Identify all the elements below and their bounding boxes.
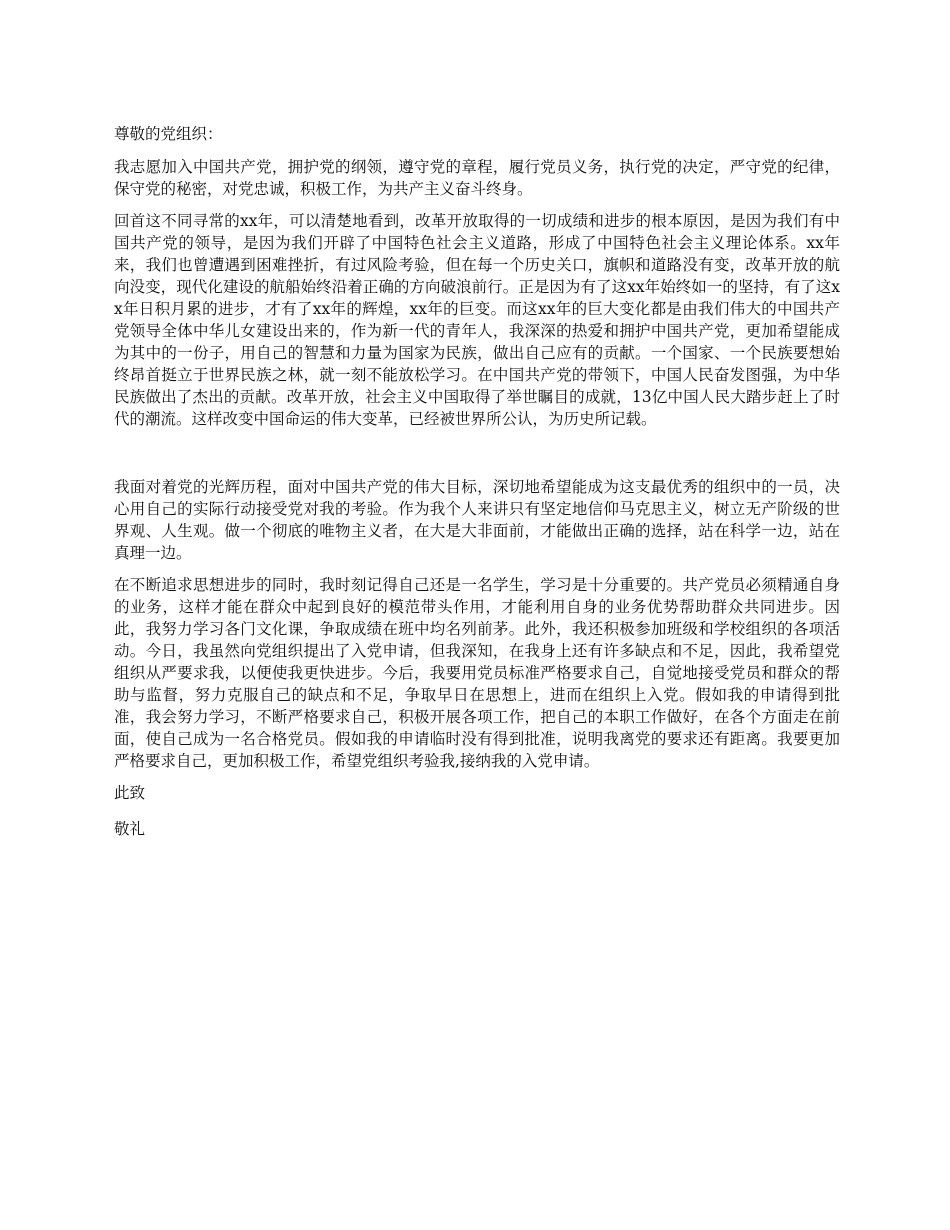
paragraph-pledge: 我志愿加入中国共产党，拥护党的纲领，遵守党的章程，履行党员义务，执行党的决定，严守党的纪律，保守党的秘密，对党忠诚，积极工作，为共产主义奋斗终身。: [114, 158, 840, 198]
salutation: 尊敬的党组织：: [114, 125, 223, 143]
closing-greeting: 此致: [114, 784, 146, 802]
paragraph-resolve: 我面对着党的光辉历程，面对中国共产党的伟大目标，深切地希望能成为这支最优秀的组织中的一员，决心用自己的实际行动接受党对我的考验。作为我个人来讲只有坚定地信仰马克思主义，树立无产阶级的世界观、人生观。做一个彻底的唯物主义者，在大是大非面前，才能做出正确的选择，站在科学一边，站在真理一边。: [114, 478, 840, 562]
letter-body: [114, 123, 840, 854]
paragraph-history: 回首这不同寻常的xx年，可以清楚地看到，改革开放取得的一切成绩和进步的根本原因，是因为我们有中国共产党的领导，是因为我们开辟了中国特色社会主义道路，形成了中国特色社会主义理论体系。xx年来，我们也曾遭遇到困难挫折，有过风险考验，但在每一个历史关口，旗帜和道路没有变，改革开放的航向没变，现代化建设的航船始终沿着正确的方向破浪前行。正是因为有了这xx年始终如一的坚持，有了这xx年日积月累的进步，才有了xx年的辉煌，xx年的巨变。而这xx年的巨大变化都是由我们伟大的中国共产党领导全体中华儿女建设出来的，作为新一代的青年人，我深深的热爱和拥护中国共产党，更加希望能成为其中的一份子，用自己的智慧和力量为国家为民族，做出自己应有的贡献。一个国家、一个民族要想始终昂首挺立于世界民族之林，就一刻不能放松学习。在中国共产党的带领下，中国人民奋发图强，为中华民族做出了杰出的贡献。改革开放，社会主义中国取得了举世瞩目的成就，13亿中国人民大踏步赶上了时代的潮流。这样改变中国命运的伟大变革，已经被世界所公认，为历史所记载。: [114, 212, 840, 428]
paragraph-gap: [114, 440, 840, 476]
paragraph-study: 在不断追求思想进步的同时，我时刻记得自己还是一名学生，学习是十分重要的。共产党员必须精通自身的业务，这样才能在群众中起到良好的模范带头作用，才能利用自身的业务优势帮助群众共同进步。因此，我努力学习各门文化课，争取成绩在班中均名列前茅。此外，我还积极参加班级和学校组织的各项活动。今日，我虽然向党组织提出了入党申请，但我深知，在我身上还有许多缺点和不足，因此，我希望党组织从严要求我，以便使我更快进步。今后，我要用党员标准严格要求自己，自觉地接受党员和群众的帮助与监督，努力克服自己的缺点和不足，争取早日在思想上，进而在组织上入党。假如我的申请得到批准，我会努力学习，不断严格要求自己，积极开展各项工作，把自己的本职工作做好，在各个方面走在前面，使自己成为一名合格党员。假如我的申请临时没有得到批准，说明我离党的要求还有距离。我要更加严格要求自己，更加积极工作，希望党组织考验我,接纳我的入党申请。: [114, 576, 840, 770]
closing-salute: 敬礼: [114, 820, 146, 838]
